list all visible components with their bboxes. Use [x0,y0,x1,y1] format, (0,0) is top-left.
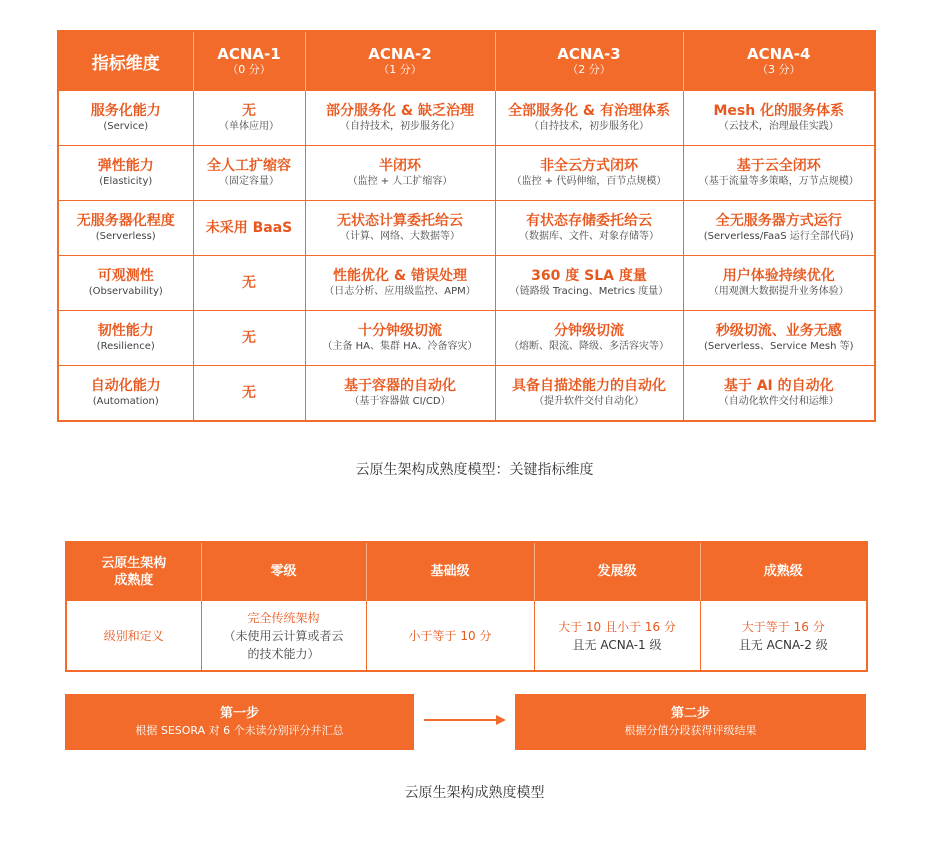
figure-caption-maturity-model: 云原生架构成熟度模型 [404,785,545,801]
cell-sub-text: （计算、网络、大数据等） [340,231,460,242]
cell-sub-text: (Service) [103,121,149,132]
level-cell [683,201,875,256]
table-row [58,146,875,201]
cell-main-text: 自动化能力 [90,378,161,394]
cell-sub-text: （主备 HA、集群 HA、冷备容灾） [322,341,478,352]
level-cell [193,311,305,366]
cell-main-text: 弹性能力 [97,158,154,174]
cell-sub-text: （用观测大数据提升业务体验） [708,286,849,297]
table-header-row [66,542,867,601]
cell-main-text: 基于云全闭环 [736,158,821,174]
cell-level-basic: 小于等于 10 分 [366,601,534,672]
cell-main-text: 无 [242,275,256,291]
cell-main-text: 非全云方式闭环 [540,158,638,174]
dimension-cell [58,366,193,422]
right-arrow-icon [424,712,506,728]
cell-sub-text: (Elasticity) [99,176,153,187]
cell-main-text: 半闭环 [379,158,421,174]
cell-main-text: 360 度 SLA 度量 [531,268,647,284]
cell-main-text: 韧性能力 [97,323,154,339]
level-cell [305,366,495,422]
row-label-definition: 级别和定义 [66,601,201,672]
cell-sub-text: （熔断、限流、降级、多活容灾等） [509,341,669,352]
cell-main-text: 全人工扩缩容 [207,158,291,174]
figure-caption-indicators: 云原生架构成熟度模型：关键指标维度 [355,462,594,478]
level-cell [193,146,305,201]
dimension-cell [58,311,193,366]
table-row [58,311,875,366]
cell-level-mature [700,601,867,672]
cell-sub-text: （监控 + 人工扩缩容） [347,176,453,187]
level-cell [683,311,875,366]
step-one-box [65,694,414,750]
cell-main-text: 十分钟级切流 [358,323,442,339]
cell-sub-text: (Serverless) [95,231,156,242]
dimension-cell [58,256,193,311]
dimension-cell [58,91,193,146]
cell-sub-text: (Serverless/FaaS 运行全部代码) [703,231,854,242]
level-cell [305,201,495,256]
cell-main-text: 无状态计算委托给云 [337,213,463,229]
zero-title: 完全传统架构 [247,610,320,625]
cell-sub-text: （链路级 Tracing、Metrics 度量） [509,286,669,297]
header-level-basic: 基础级 [366,542,534,601]
cell-main-text: 有状态存储委托给云 [526,213,652,229]
header-level-zero: 零级 [201,542,366,601]
cell-main-text: 性能优化 & 错误处理 [333,268,467,284]
cell-main-text: 无 [242,103,256,119]
cell-sub-text: （云技术，治理最佳实践） [718,121,839,132]
table-row [58,256,875,311]
level-cell [305,256,495,311]
level-cell [305,91,495,146]
level-cell [193,201,305,256]
dimension-cell [58,201,193,256]
level-cell [683,256,875,311]
level-cell [305,146,495,201]
step-two-box [515,694,866,750]
cell-main-text: 基于 AI 的自动化 [723,378,834,394]
cell-main-text: Mesh 化的服务体系 [713,103,845,119]
cell-sub-text: (Observability) [88,286,163,297]
key-indicator-table [57,30,876,422]
cell-main-text: 无 [242,385,256,401]
cell-level-developing [534,601,700,672]
level-cell [495,201,683,256]
maturity-level-table [65,541,868,672]
cell-main-text: 部分服务化 & 缺乏治理 [326,103,474,119]
zero-note: （未使用云计算或者云的技术能力） [223,628,344,661]
table-row [58,91,875,146]
cell-main-text: 无 [242,330,256,346]
table-header-row [58,31,875,91]
cell-sub-text: （提升软件交付自动化） [534,396,644,407]
cell-main-text: 秒级切流、业务无感 [715,323,842,339]
table-row [58,201,875,256]
cell-sub-text: （单体应用） [219,121,279,132]
header-acna-3: ACNA-3 （2 分） [495,31,683,91]
level-cell [495,256,683,311]
header-dimension: 指标维度 [58,31,193,91]
header-acna-4: ACNA-4 （3 分） [683,31,875,91]
level-cell [193,91,305,146]
cell-main-text: 未采用 BaaS [205,220,293,236]
cell-sub-text: (Serverless、Service Mesh 等) [703,341,854,352]
step-two-title: 第二步 [670,706,710,721]
cell-sub-text: （监控 + 代码伸缩，百节点规模） [511,176,667,187]
level-cell [495,311,683,366]
level-cell [495,91,683,146]
cell-sub-text: （自动化软件交付和运维） [718,396,839,407]
level-cell [683,91,875,146]
cell-main-text: 服务化能力 [90,103,161,119]
level-cell [495,146,683,201]
level-cell [305,311,495,366]
step-two-description: 根据分值分段获得评级结果 [624,724,757,737]
mature-range: 大于等于 16 分 [741,619,825,634]
header-maturity: 云原生架构成熟度 [66,542,201,601]
cell-main-text: 无服务器化程度 [76,213,175,229]
cell-main-text: 可观测性 [97,268,154,284]
dimension-cell [58,146,193,201]
level-cell [193,256,305,311]
step-one-title: 第一步 [219,706,259,721]
mature-condition: 且无 ACNA-2 级 [738,637,828,652]
table-row [58,366,875,422]
cell-sub-text: （自持技术，初步服务化） [529,121,649,132]
cell-main-text: 具备自描述能力的自动化 [512,378,666,394]
table-row [66,601,867,672]
header-level-developing: 发展级 [534,542,700,601]
cell-sub-text: （固定容量） [219,176,279,187]
cell-main-text: 全部服务化 & 有治理体系 [508,103,670,119]
cell-sub-text: （基于流量等多策略，万节点规模） [698,176,859,187]
cell-main-text: 全无服务器方式运行 [715,213,842,229]
level-cell [193,366,305,422]
cell-sub-text: （日志分析、应用级监控、APM） [324,286,476,297]
level-cell [495,366,683,422]
cell-sub-text: （自持技术，初步服务化） [340,121,460,132]
cell-sub-text: （基于容器做 CI/CD） [349,396,451,407]
cell-level-zero [201,601,366,672]
level-cell [683,146,875,201]
developing-range: 大于 10 且小于 16 分 [558,619,676,634]
header-acna-2: ACNA-2 （1 分） [305,31,495,91]
cell-sub-text: (Automation) [92,396,159,407]
level-cell [683,366,875,422]
header-acna-1: ACNA-1 （0 分） [193,31,305,91]
developing-condition: 且无 ACNA-1 级 [572,637,662,652]
cell-main-text: 分钟级切流 [554,323,624,339]
header-level-mature: 成熟级 [700,542,867,601]
cell-main-text: 基于容器的自动化 [344,378,456,394]
cell-sub-text: (Resilience) [96,341,155,352]
cell-sub-text: （数据库、文件、对象存储等） [519,231,659,242]
cell-main-text: 用户体验持续优化 [722,268,835,284]
step-one-description: 根据 SESORA 对 6 个未读分别评分并汇总 [135,724,344,737]
